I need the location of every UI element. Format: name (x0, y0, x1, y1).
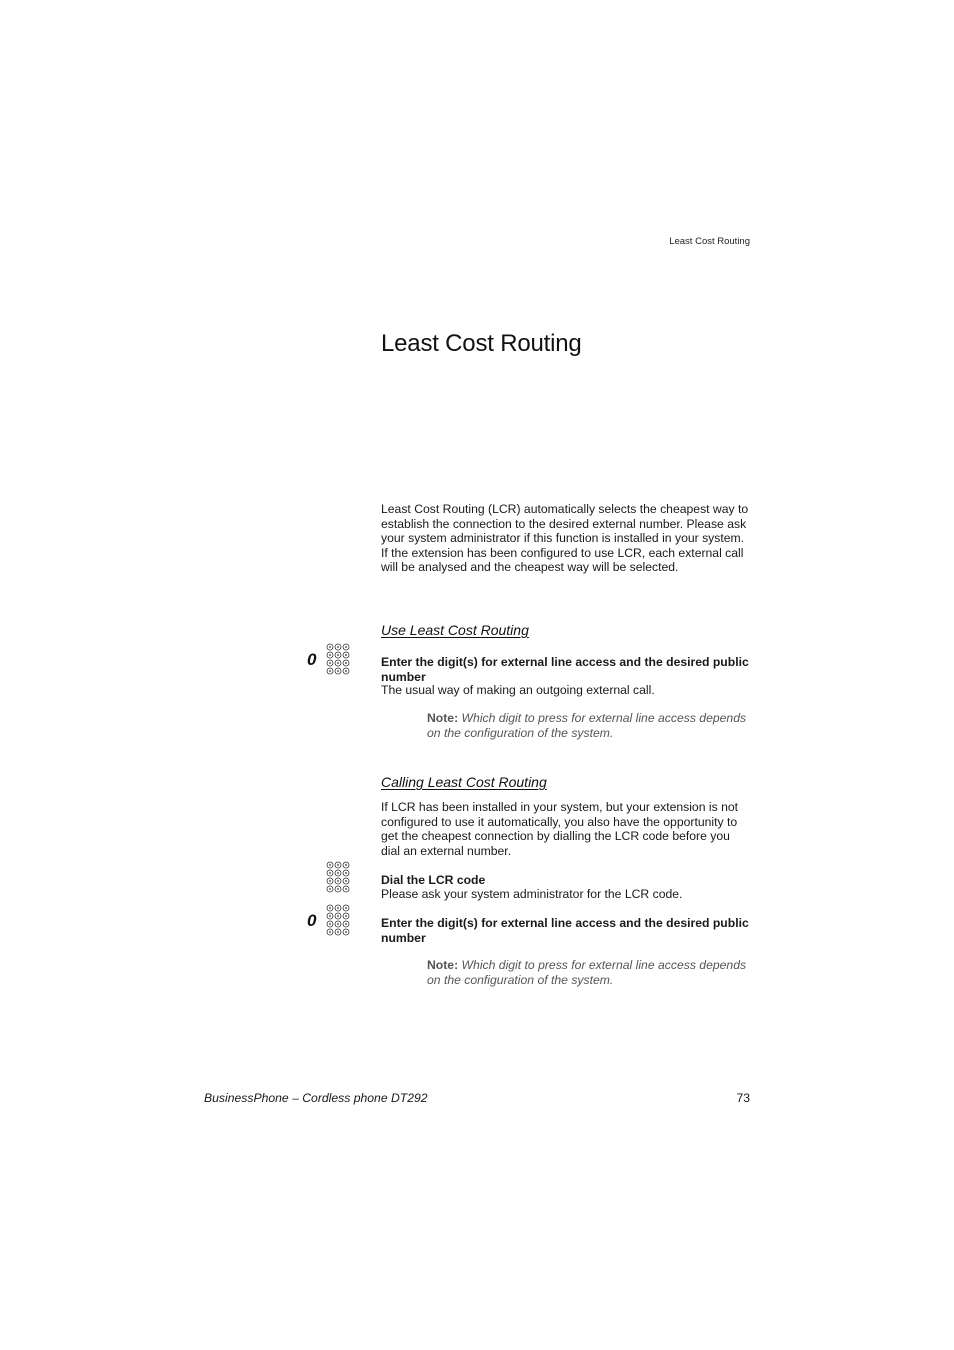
digit-zero-key: 0 (307, 911, 317, 930)
running-header: Least Cost Routing (669, 236, 750, 247)
intro-paragraph: Least Cost Routing (LCR) automatically selects the cheapest way to establish the connection to the desired external number. Please ask your system administrator if this function is installed in your system. If the extension has been configured to use LCR, each external call will be analysed and the cheapest way will be selected. (381, 502, 749, 574)
calling-intro-paragraph: If LCR has been installed in your system, but your extension is not configured to use it automatically, you also have the opportunity to get the cheapest connection by dialling the LCR code before you dial an external number. (381, 800, 739, 858)
page-title: Least Cost Routing (381, 330, 582, 357)
footer-title: BusinessPhone – Cordless phone DT292 (204, 1091, 428, 1105)
page-number: 73 (736, 1091, 750, 1105)
section-heading-use-lcr: Use Least Cost Routing (381, 622, 529, 638)
note-box (427, 711, 752, 741)
digit-zero-key: 0 (307, 650, 317, 669)
step-description: Please ask your system administrator for the LCR code. (381, 887, 683, 901)
note-label: Note: (427, 958, 459, 972)
note-box (427, 958, 752, 988)
keypad-icon (326, 643, 350, 677)
note-text: Which digit to press for external line access depends on the configuration of the system. (427, 958, 747, 987)
step-enter-digits: Enter the digit(s) for external line access and the desired public number (381, 916, 749, 945)
note-text: Which digit to press for external line access depends on the configuration of the system. (427, 711, 747, 740)
section-heading-calling-lcr: Calling Least Cost Routing (381, 774, 547, 790)
keypad-icon (326, 904, 350, 938)
keypad-icon (326, 861, 350, 895)
note-label: Note: (427, 711, 459, 725)
step-dial-lcr-code: Dial the LCR code (381, 873, 486, 887)
step-enter-digits: Enter the digit(s) for external line access and the desired public number (381, 655, 749, 684)
step-description: The usual way of making an outgoing external call. (381, 683, 655, 697)
